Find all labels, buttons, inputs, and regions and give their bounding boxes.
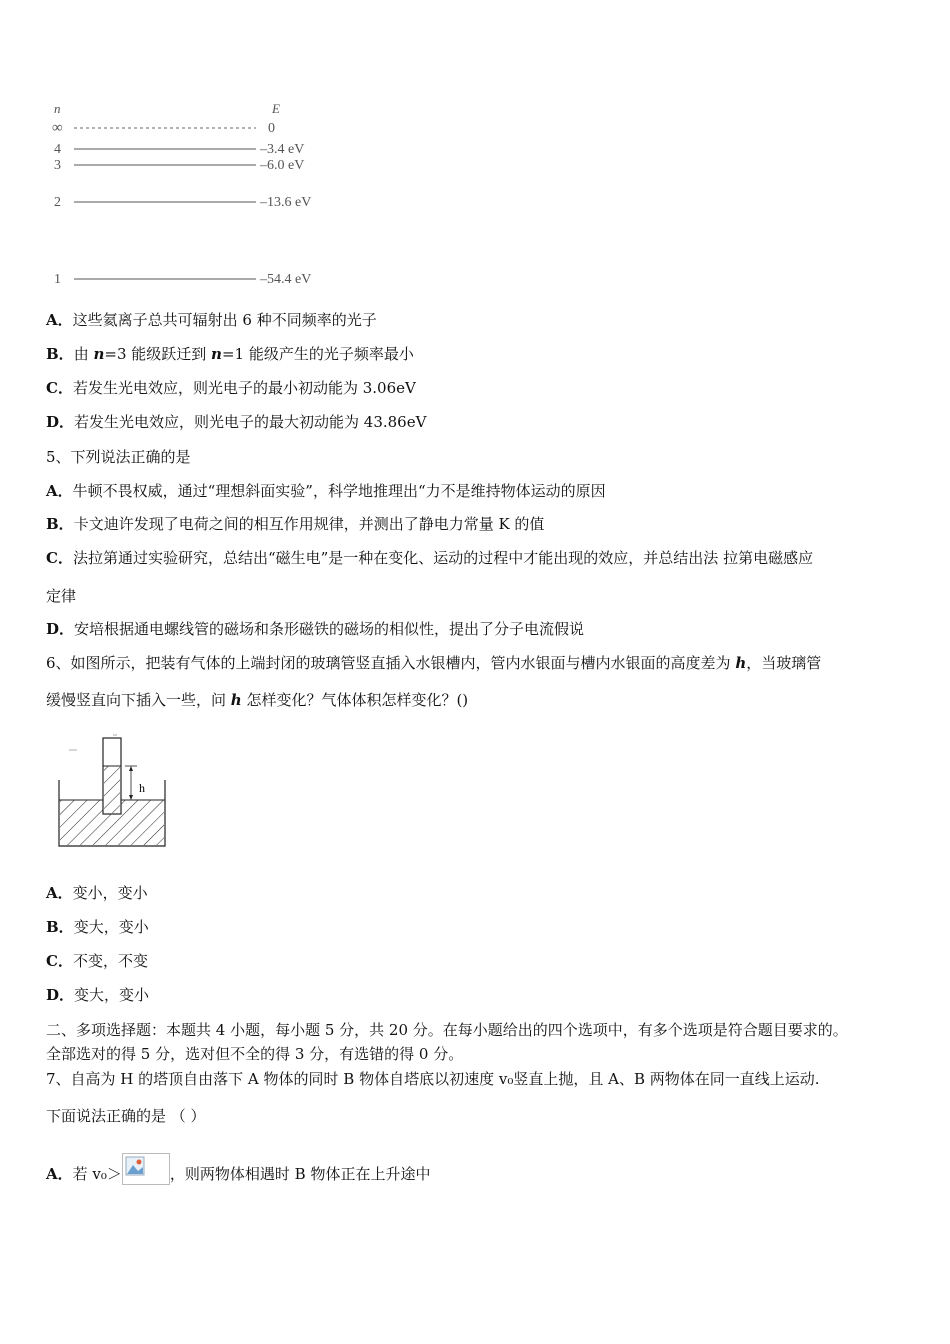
q5-option-a: A．牛顿不畏权威，通过“理想斜面实验”，科学地推理出“力不是维持物体运动的原因: [46, 482, 606, 500]
q6-option-c: C．不变，不变: [46, 952, 148, 970]
mercury-tube-figure: [55, 730, 173, 852]
q4-option-b: B．由 n=3 能级跃迁到 n=1 能级产生的光子频率最小: [46, 345, 414, 363]
figure-h-label: h: [139, 781, 145, 795]
e-axis-label: E: [272, 101, 280, 116]
broken-image-icon: [122, 1153, 170, 1185]
q5-option-d: D．安培根据通电螺线管的磁场和条形磁铁的磁场的相似性，提出了分子电流假说: [46, 620, 585, 638]
level-e-inf: 0: [268, 121, 275, 136]
q4-option-a: A．这些氦离子总共可辐射出 6 种不同频率的光子: [46, 311, 377, 329]
level-e-1: –54.4 eV: [260, 272, 312, 287]
level-e-2: –13.6 eV: [260, 195, 312, 210]
q7-stem-line2: 下面说法正确的是 （ ）: [46, 1107, 206, 1125]
level-n-inf: ∞: [52, 120, 63, 136]
level-n-3: 3: [54, 158, 61, 173]
section2-line2: 全部选对的得 5 分，选对但不全的得 3 分，有选错的得 0 分。: [46, 1045, 464, 1063]
q5-option-c-cont: 定律: [46, 587, 77, 605]
level-n-2: 2: [54, 195, 61, 210]
energy-level-diagram: [40, 95, 340, 295]
q6-stem-line1: 6、如图所示，把装有气体的上端封闭的玻璃管竖直插入水银槽内，管内水银面与槽内水银面的高度差为 h，当玻璃管: [46, 654, 822, 672]
section2-line1: 二、多项选择题：本题共 4 小题，每小题 5 分，共 20 分。在每小题给出的四个选项中，有多个选项是符合题目要求的。: [46, 1021, 848, 1039]
q7-option-a: A．若 v₀＞ ，则两物体相遇时 B 物体正在上升途中: [46, 1153, 430, 1185]
q6-option-a: A．变小，变小: [46, 884, 148, 902]
q5-stem: 5、下列说法正确的是: [46, 448, 191, 466]
q6-option-d: D．变大，变小: [46, 986, 150, 1004]
q4-option-d: D．若发生光电效应，则光电子的最大初动能为 43.86eV: [46, 413, 427, 431]
n-axis-label: n: [54, 101, 61, 116]
q7-stem-line1: 7、自高为 H 的塔顶自由落下 A 物体的同时 B 物体自塔底以初速度 v₀竖直上抛，且 A、B 两物体在同一直线上运动.: [46, 1070, 820, 1088]
q5-option-b: B．卡文迪许发现了电荷之间的相互作用规律，并测出了静电力常量 K 的值: [46, 515, 545, 533]
level-e-3: –6.0 eV: [260, 158, 305, 173]
level-n-1: 1: [54, 272, 61, 287]
level-n-4: 4: [54, 142, 61, 157]
level-e-4: –3.4 eV: [260, 142, 305, 157]
q6-stem-line2: 缓慢竖直向下插入一些，问 h 怎样变化？气体体积怎样变化？(): [46, 691, 469, 709]
q4-option-c: C．若发生光电效应，则光电子的最小初动能为 3.06eV: [46, 379, 416, 397]
q5-option-c: C．法拉第通过实验研究，总结出“磁生电”是一种在变化、运动的过程中才能出现的效应，并总结出法 拉第电磁感应: [46, 549, 814, 567]
q6-option-b: B．变大，变小: [46, 918, 149, 936]
